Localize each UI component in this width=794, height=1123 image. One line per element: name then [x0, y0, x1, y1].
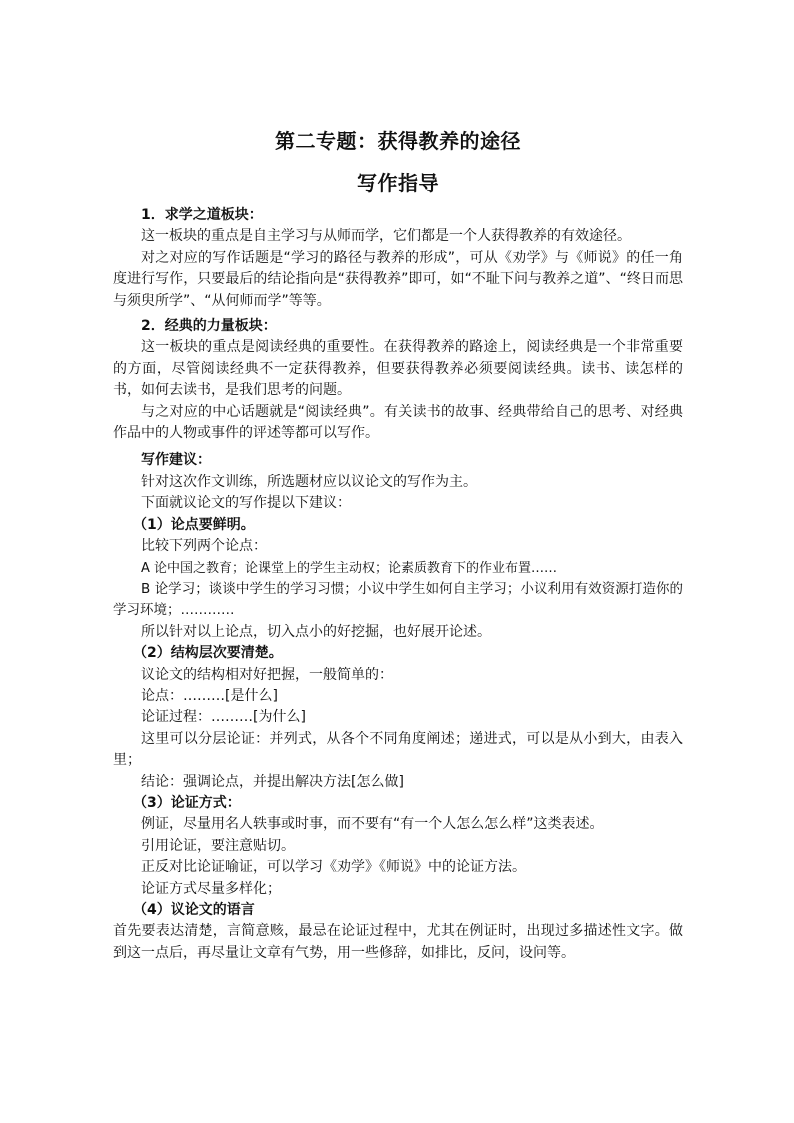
point2-heading: （2）结构层次要清楚。: [133, 645, 283, 662]
point2-line: 结论：强调论点，并提出解决方法[怎么做]: [141, 773, 404, 790]
point1-line: B 论学习；谈谈中学生的学习习惯；小议中学生如何自主学习；小议利用有效资源打造你的学习环境；…………: [113, 580, 683, 619]
document-content: [113, 127, 683, 964]
point3-line: 引用论证，要注意贴切。: [141, 837, 295, 854]
section1-heading: 1．求学之道板块：: [141, 207, 263, 223]
point2-line: 论点：………[是什么]: [141, 687, 278, 704]
point2-line: 论证过程：………[为什么]: [141, 709, 306, 726]
advice-heading: 写作建议：: [141, 452, 211, 469]
section1-paragraph: 对之对应的写作话题是“学习的路径与教养的形成”，可从《劝学》与《师说》的任一角度进行写作，只要最后的结论指向是“获得教养”即可，如“不耻下问与教养之道”、“终日而思与须臾所学”、“从何师而学”等等。: [113, 249, 683, 309]
point1-line: A 论中国之教育；论课堂上的学生主动权；论素质教育下的作业布置……: [141, 560, 558, 576]
section1-paragraph: 这一板块的重点是自主学习与从师而学，它们都是一个人获得教养的有效途径。: [141, 228, 631, 245]
point3-line: 例证，尽量用名人轶事或时事，而不要有“有一个人怎么怎么样”这类表述。: [141, 816, 604, 833]
point3-line: 正反对比论证喻证，可以学习《劝学》《师说》中的论证方法。: [141, 859, 526, 876]
point2-line: 这里可以分层论证：并列式，从各个不同角度阐述；递进式，可以是从小到大，由表入里；: [113, 730, 683, 769]
point1-line: 比较下列两个论点：: [141, 538, 267, 555]
section2-heading: 2．经典的力量板块：: [141, 318, 277, 335]
point1-heading: （1）论点要鲜明。: [133, 516, 255, 533]
advice-intro: 针对这次作文训练，所选题材应以议论文的写作为主。: [141, 473, 477, 490]
point3-line: 论证方式尽量多样化；: [141, 880, 281, 897]
point1-line: 所以针对以上论点，切入点小的好挖掘，也好展开论述。: [141, 623, 491, 640]
advice-intro: 下面就议论文的写作提以下建议：: [141, 495, 351, 512]
document-title: 第二专题：获得教养的途径: [275, 129, 521, 153]
section2-paragraph: 这一板块的重点是阅读经典的重要性。在获得教养的路途上，阅读经典是一个非常重要的方面，尽管阅读经典不一定获得教养，但要获得教养必须要阅读经典。读书、读怎样的书，如何去读书，是我们思考的问题。: [113, 339, 683, 399]
document-subtitle: 写作指导: [357, 171, 439, 195]
point3-heading: （3）论证方式：: [133, 794, 241, 811]
point4-heading: （4）议论文的语言: [133, 902, 255, 918]
section2-paragraph: 与之对应的中心话题就是“阅读经典”。有关读书的故事、经典带给自己的思考、对经典作品中的人物或事件的评述等都可以写作。: [113, 403, 683, 442]
point4-line: 首先要表达清楚，言简意赅，最忌在论证过程中，尤其在例证时，出现过多描述性文字。做到这一点后，再尽量让文章有气势，用一些修辞，如排比，反问，设问等。: [113, 923, 683, 961]
point2-line: 议论文的结构相对好把握，一般简单的：: [141, 666, 393, 683]
